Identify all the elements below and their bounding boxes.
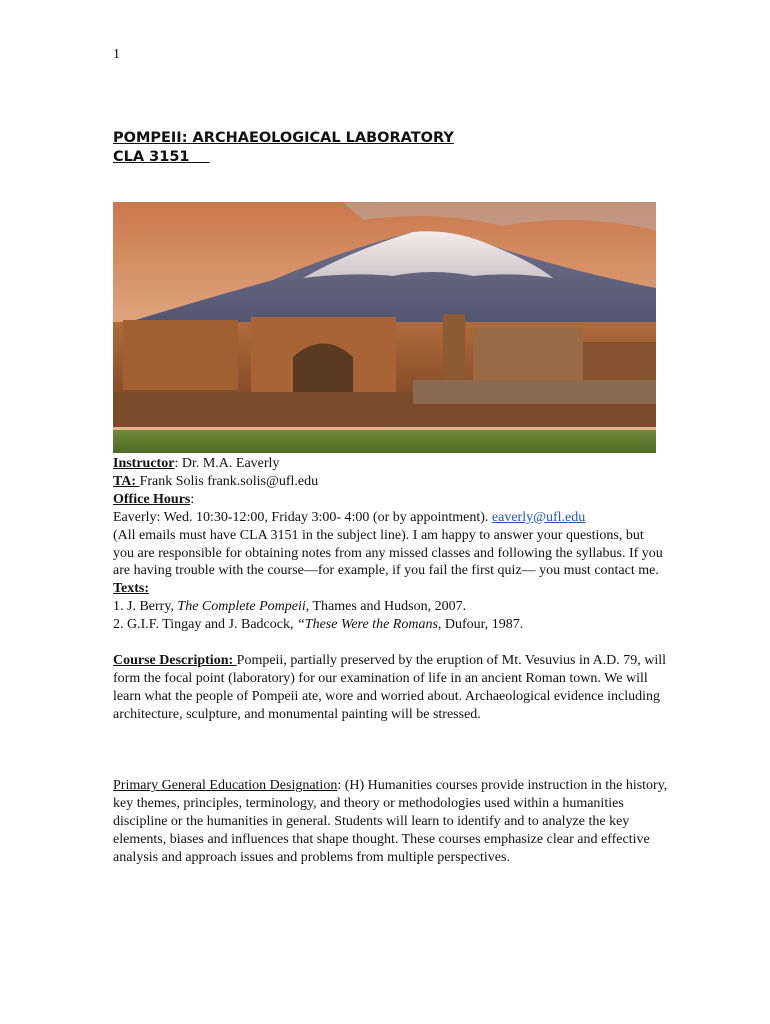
text-item-2: 2. G.I.F. Tingay and J. Badcock, “These Were the Romans, Dufour, 1987. xyxy=(113,617,524,633)
gen-ed-label: Primary General Education Designation xyxy=(113,778,338,794)
gen-ed-designation xyxy=(113,777,668,867)
instructor-label: Instructor xyxy=(113,456,175,471)
course-code: CLA 3151 xyxy=(113,149,210,165)
text-item-2-title: “These Were the Romans xyxy=(297,617,438,633)
text-item-1: 1. J. Berry, The Complete Pompeii, Thames and Hudson, 2007. xyxy=(113,599,467,615)
course-description xyxy=(113,652,668,724)
course-title: POMPEII: ARCHAEOLOGICAL LABORATORY xyxy=(113,130,454,146)
spacer xyxy=(113,634,668,652)
spacer xyxy=(113,724,668,778)
ta-value: Frank Solis frank.solis@ufl.edu xyxy=(139,473,319,489)
office-hours-line xyxy=(113,509,668,527)
instructor-sep: : xyxy=(174,456,179,471)
instructor-value: Dr. M.A. Eaverly xyxy=(178,456,280,471)
gen-ed-text: : (H) Humanities courses provide instruction in the history, key themes, principles, terminology, and theory or methodologies used within a humanities discipline or the humanities in general. Students will learn to identify and to analyze the key elements, biases and influences that shape thought. These courses emphasize clear and effective analysis and approach issues and problems from multiple perspectives. xyxy=(113,778,668,865)
instructor-email-link[interactable]: eaverly@ufl.edu xyxy=(491,509,586,525)
office-hours-note: (All emails must have CLA 3151 in the subject line). I am happy to answer your questions, but you are responsible for obtaining notes from any missed classes and following the syllabus. If you are having trouble with the course—for example, if you fail the first quiz— you must contact me. xyxy=(113,527,663,579)
course-description-text: Pompeii, partially preserved by the eruption of Mt. Vesuvius in A.D. 79, will form the focal point (laboratory) for our examination of life in an ancient Roman town. We will learn what the people of Pompeii ate, wore and worried about. Archaeological evidence including architecture, sculpture, and monumental painting will be stressed. xyxy=(113,652,667,722)
ta-line xyxy=(113,473,668,491)
texts-label: Texts: xyxy=(113,581,150,597)
instructor-line xyxy=(113,455,668,473)
syllabus-body xyxy=(113,455,668,867)
office-hours-sep: : xyxy=(190,491,195,507)
text-item-1-title: The Complete Pompeii xyxy=(177,599,306,615)
page-number: 1 xyxy=(113,47,120,62)
course-description-label: Course Description: xyxy=(113,652,237,668)
ta-label: TA: xyxy=(113,473,140,489)
office-hours-heading xyxy=(113,491,668,509)
office-hours-label: Office Hours xyxy=(113,491,191,507)
office-hours-times: Eaverly: Wed. 10:30-12:00, Friday 3:00- 4:00 (or by appointment). xyxy=(113,509,492,525)
pompeii-vesuvius-photo xyxy=(113,202,656,453)
course-heading xyxy=(113,129,454,167)
